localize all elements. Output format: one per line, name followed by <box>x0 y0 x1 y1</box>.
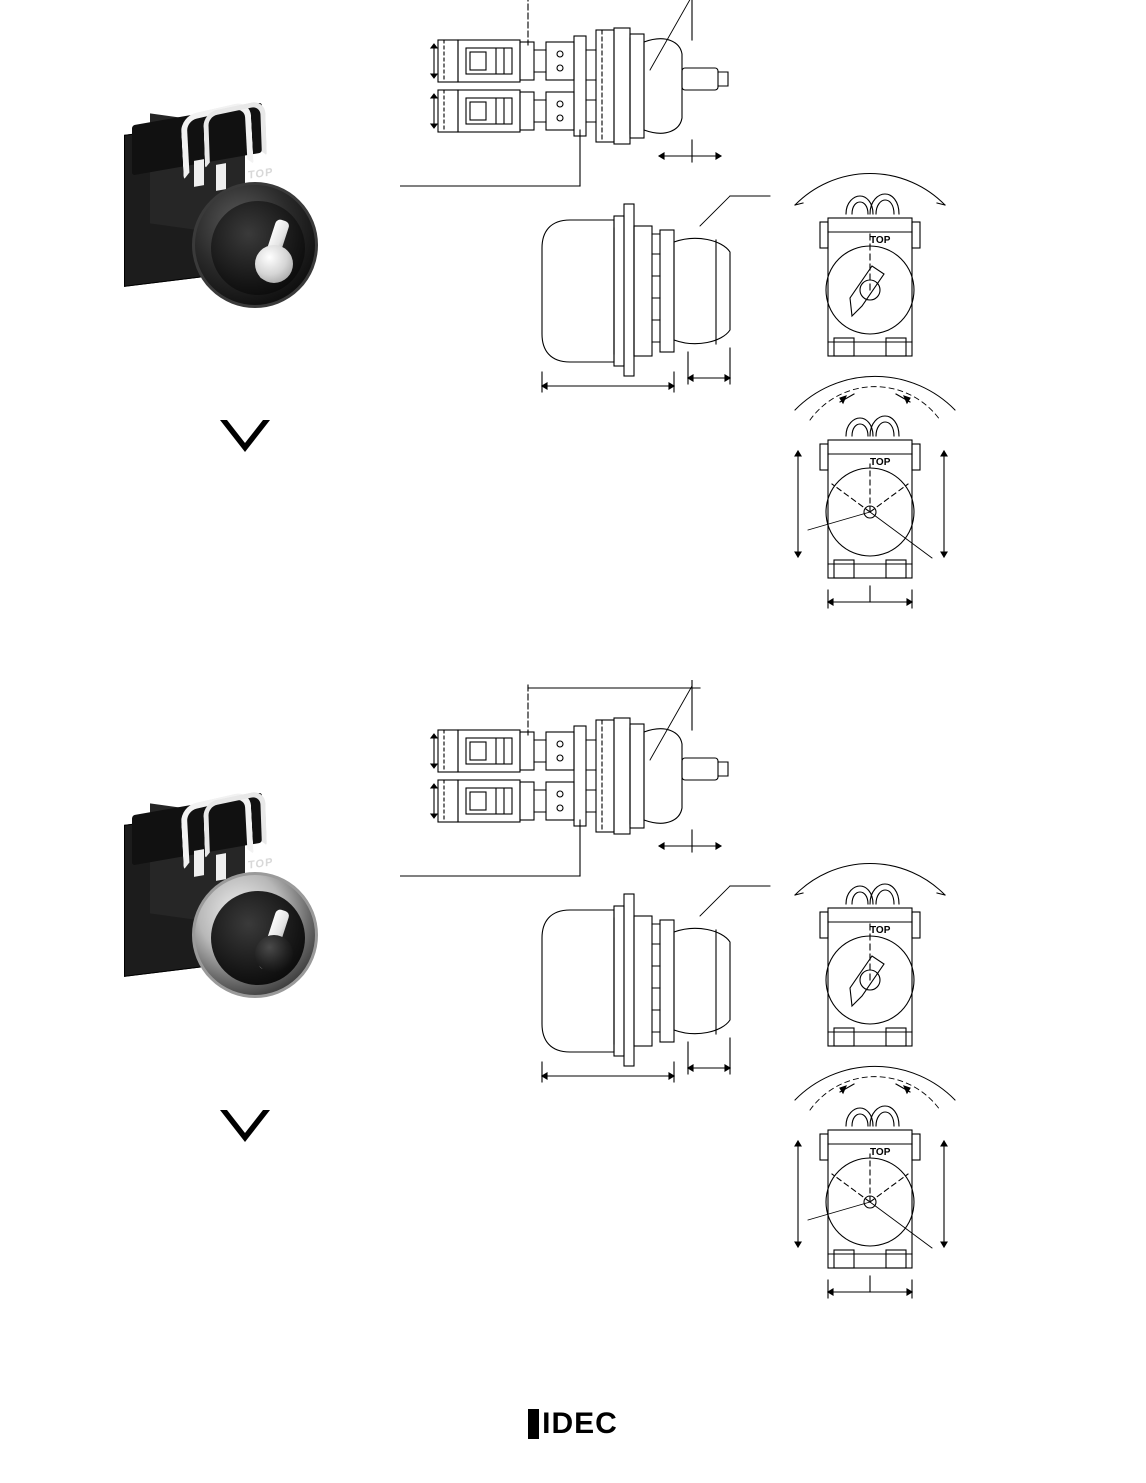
front-view-2pos <box>795 173 945 356</box>
wire-clip-secondary-icon <box>203 790 267 859</box>
selector-knob-hub <box>255 245 293 283</box>
front-view-2pos <box>795 863 945 1046</box>
bezel-inner-ring <box>211 201 305 295</box>
front-view-3pos <box>795 1066 955 1298</box>
bezel-inner-ring <box>211 891 305 985</box>
idec-logo <box>528 1407 618 1441</box>
top-marking-label: TOP <box>248 166 274 182</box>
product-photo-top <box>120 100 320 350</box>
front-view-3pos <box>795 376 955 608</box>
switch-bezel <box>192 872 318 998</box>
flow-arrow-down <box>220 1110 270 1142</box>
switch-bezel <box>192 182 318 308</box>
selector-knob-hub <box>255 935 293 973</box>
selector-switch-photo <box>120 790 320 1040</box>
technical-drawings-bottom <box>400 680 1080 1340</box>
terminal-screw <box>216 853 226 881</box>
svg-text:TOP: TOP <box>870 235 891 246</box>
svg-text:TOP: TOP <box>870 925 891 936</box>
technical-drawings-top <box>400 0 1080 650</box>
product-photo-bottom <box>120 790 320 1040</box>
footer <box>0 1407 1146 1441</box>
logo-text: IDEC <box>542 1407 618 1440</box>
wire-clip-secondary-icon <box>203 100 267 169</box>
logo-bar-icon <box>528 1409 539 1439</box>
svg-text:TOP: TOP <box>870 1147 891 1158</box>
terminal-screw <box>216 163 226 191</box>
section-bottom <box>0 690 1146 1370</box>
top-marking-label: TOP <box>248 856 274 872</box>
selector-switch-photo <box>120 100 320 350</box>
terminal-screw <box>194 159 204 187</box>
terminal-screw <box>194 849 204 877</box>
section-top <box>0 0 1146 680</box>
svg-text:TOP: TOP <box>870 457 891 468</box>
flow-arrow-down <box>220 420 270 452</box>
